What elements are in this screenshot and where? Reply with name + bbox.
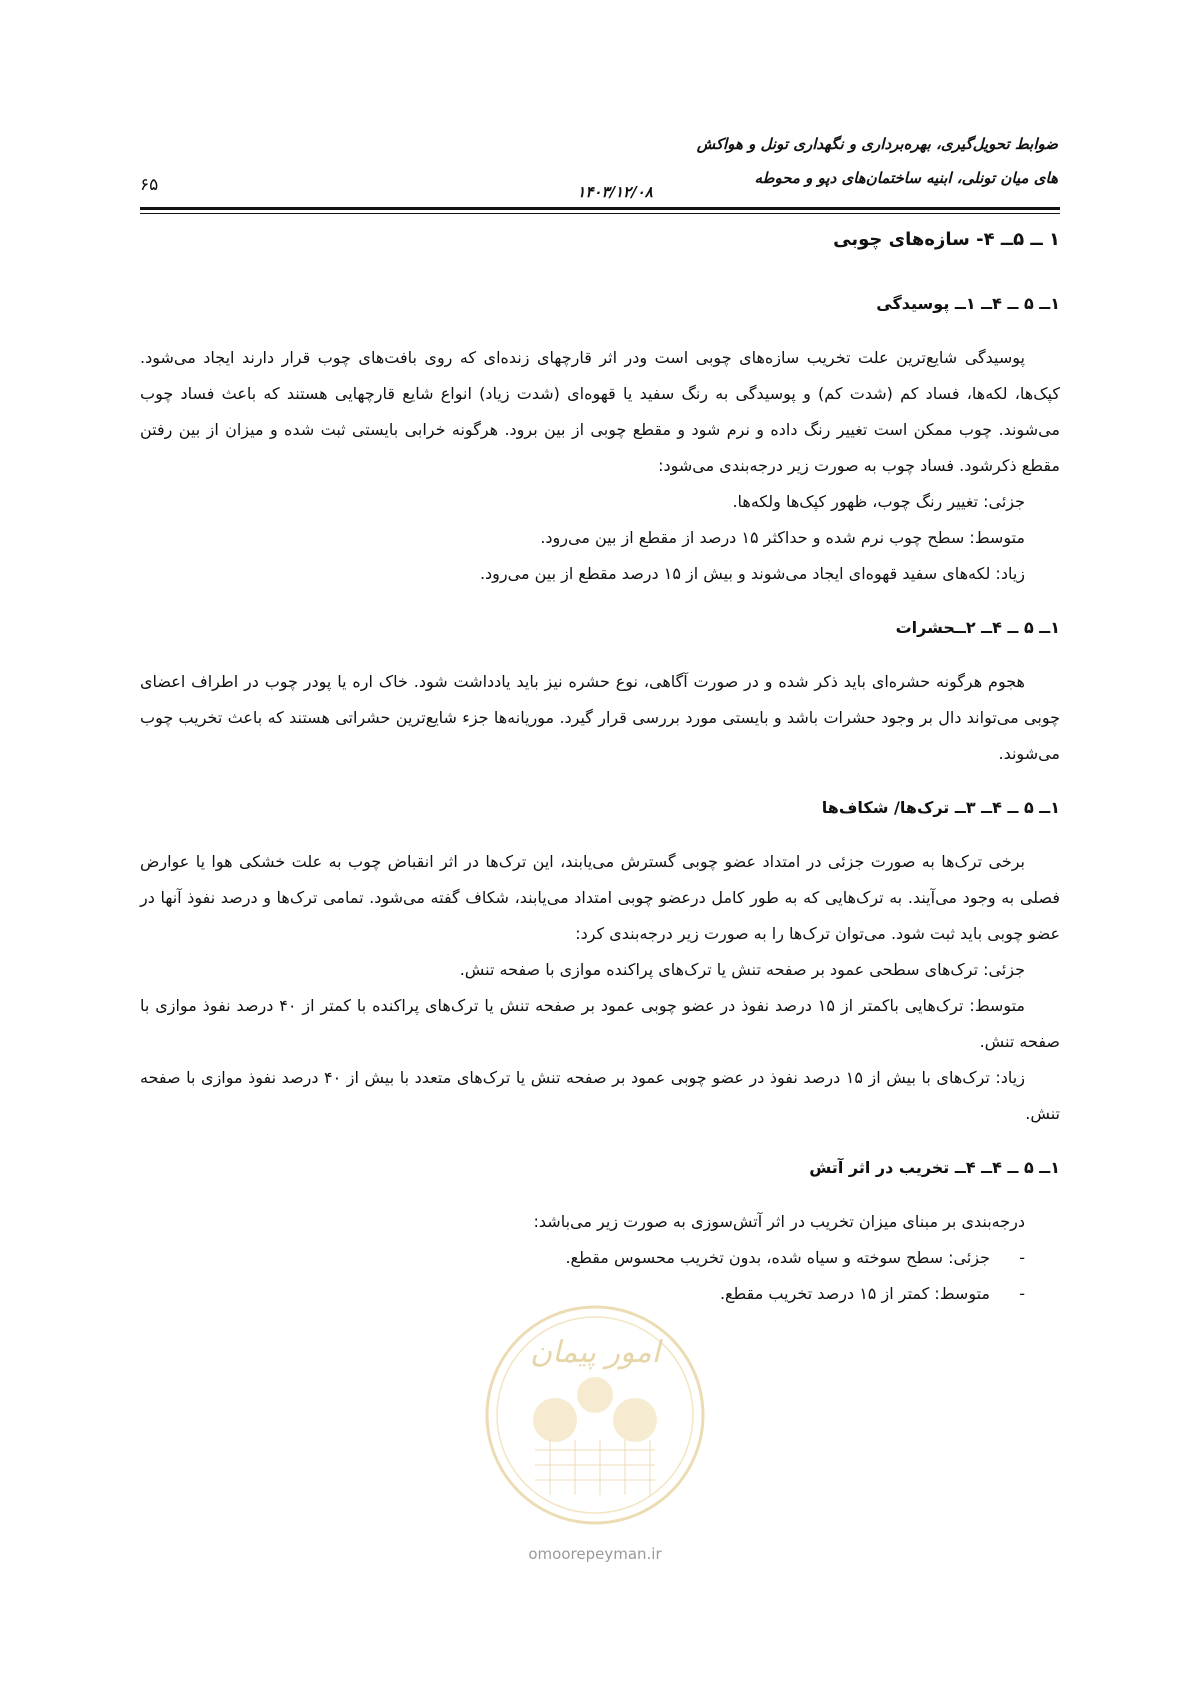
list-item: زیاد: لکه‌های سفید قهوه‌ای ایجاد می‌شوند و بیش از ۱۵ درصد مقطع از بین می‌رود. <box>479 564 1025 583</box>
paragraph-insects: هجوم هرگونه حشره‌ای باید ذکر شده و در صورت آگاهی، نوع حشره نیز باید یادداشت شود. خاک اره یا پودر چوب در اطراف اعضای چوبی می‌تواند دال بر وجود حشرات باشد و بایستی مورد بررسی قرار گیرد. موریانه‌ها جزء شایع‌ترین حشراتی هستند که باعث تخریب چوب می‌شوند. <box>140 672 1060 763</box>
dash-bullet: - <box>1019 1248 1025 1267</box>
paragraph-decay: پوسیدگی شایع‌ترین علت تخریب سازه‌های چوبی است ودر اثر قارچهای زنده‌ای که روی بافت‌های چوب قرار دارند ایجاد می‌شود. کپک‌ها، لکه‌ها، فساد کم (شدت کم) و پوسیدگی به رنگ سفید یا قهوه‌ای (شدت زیاد) انواع شایع قارچهایی هستند که باعث فساد چوب می‌شوند. چوب ممکن است تغییر رنگ داده و نرم شود و مقطع چوبی از بین برود. هرگونه خرابی بایستی ثبت شده و میزان از بین رفتن مقطع ذکرشود. فساد چوب به صورت زیر درجه‌بندی می‌شود: <box>140 348 1060 475</box>
paragraph-fire: درجه‌بندی بر مبنای میزان تخریب در اثر آتش‌سوزی به صورت زیر می‌باشد: <box>533 1212 1025 1231</box>
header-rule-thick <box>140 207 1060 210</box>
running-header-title <box>458 134 1058 188</box>
list-item: جزئی: ترک‌های سطحی عمود بر صفحه تنش یا ترک‌های پراکنده موازی با صفحه تنش. <box>459 960 1025 979</box>
subsection-heading-decay: ۱ــ ۵ ــ ۴ــ ۱ــ پوسیدگی <box>876 294 1060 313</box>
section-heading: ۱ ــ ۵ــ ۴- سازه‌های چوبی <box>833 229 1060 250</box>
page-content <box>140 222 1060 1312</box>
list-item <box>140 1240 1060 1276</box>
list-item: متوسط: سطح چوب نرم شده و حداکثر ۱۵ درصد از مقطع از بین می‌رود. <box>540 528 1025 547</box>
subsection-heading-cracks: ۱ــ ۵ ــ ۴ــ ۳ــ ترک‌ها/ شکاف‌ها <box>821 798 1060 817</box>
list-item-text: جزئی: سطح سوخته و سیاه شده، بدون تخریب محسوس مقطع. <box>565 1248 990 1267</box>
list-item-text: متوسط: کمتر از ۱۵ درصد تخریب مقطع. <box>719 1284 990 1303</box>
header-rule-thin <box>140 213 1060 214</box>
paragraph-cracks-severe: زیاد: ترک‌های با بیش از ۱۵ درصد نفوذ در عضو چوبی عمود بر صفحه تنش یا ترک‌های متعدد با بیش از ۴۰ درصد نفوذ موازی با صفحه تنش. <box>140 1068 1060 1123</box>
dash-bullet: - <box>1019 1284 1025 1303</box>
watermark-site: omoorepeyman.ir <box>528 1545 662 1563</box>
header-date: ۱۴۰۳/۱۲/۰۸ <box>577 183 653 201</box>
watermark-logo-icon <box>480 1300 710 1530</box>
page-number: ۶۵ <box>140 175 159 195</box>
subsection-heading-fire: ۱ــ ۵ ــ ۴ــ ۴ــ تخریب در اثر آتش <box>809 1158 1060 1177</box>
header-title-line2: های میان تونلی، ابنیه ساختمان‌های دپو و محوطه <box>754 169 1058 187</box>
watermark-logo-text: امور پیمان <box>530 1335 660 1370</box>
paragraph-cracks: برخی ترک‌ها به صورت جزئی در امتداد عضو چوبی گسترش می‌یابند، این ترک‌ها در اثر انقباض چوب به علت خشکی هوا یا عوارض فصلی به وجود می‌آیند. به ترک‌هایی که به طور کامل درعضو چوبی امتداد می‌یابند، شکاف گفته می‌شود. تمامی ترک‌ها و درصد نفوذ آنها در عضو چوبی باید ثبت شود. می‌توان ترک‌ها را به صورت زیر درجه‌بندی کرد: <box>140 852 1060 943</box>
paragraph-cracks-medium: متوسط: ترک‌هایی باکمتر از ۱۵ درصد نفوذ در عضو چوبی عمود بر صفحه تنش یا ترک‌های پراکنده با کمتر از ۴۰ درصد نفوذ موازی با صفحه تنش. <box>140 996 1060 1051</box>
list-item: جزئی: تغییر رنگ چوب، ظهور کپک‌ها ولکه‌ها. <box>732 492 1025 511</box>
header-title-line1: ضوابط تحویل‌گیری، بهره‌برداری و نگهداری تونل و هواکش <box>696 135 1058 153</box>
subsection-heading-insects: ۱ــ ۵ ــ ۴ــ ۲ــحشرات <box>895 618 1060 637</box>
